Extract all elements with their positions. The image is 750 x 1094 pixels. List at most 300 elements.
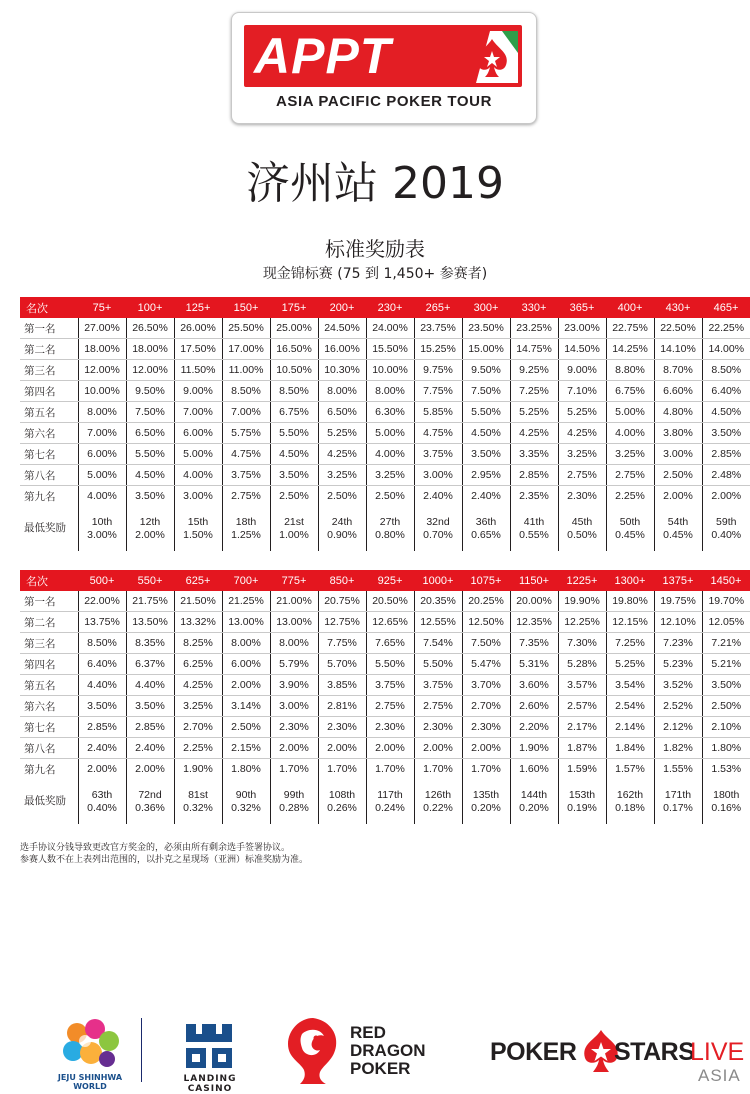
payout-cell: 3.25% — [366, 465, 414, 486]
payout-cell: 2.14% — [606, 717, 654, 738]
min-payout-cell — [222, 506, 270, 551]
min-payout-cell — [366, 506, 414, 551]
payout-cell: 24.00% — [366, 318, 414, 339]
payout-cell: 3.50% — [702, 675, 750, 696]
min-payout-row — [20, 506, 750, 551]
min-payout-value: 0.32% — [175, 802, 222, 815]
appt-logo — [231, 12, 537, 124]
min-payout-value: 1.00% — [271, 529, 318, 542]
payout-cell: 2.75% — [366, 696, 414, 717]
row-label: 第七名 — [20, 444, 78, 465]
payout-cell: 2.50% — [654, 465, 702, 486]
row-label: 第八名 — [20, 465, 78, 486]
min-payout-value: 0.80% — [367, 529, 414, 542]
red-dragon-poker-logo — [280, 1012, 440, 1088]
table-row — [20, 486, 750, 507]
column-header: 1075+ — [462, 570, 510, 591]
payout-cell: 16.00% — [318, 339, 366, 360]
min-payout-value: 0.18% — [607, 802, 654, 815]
column-header: 150+ — [222, 297, 270, 318]
payout-cell: 2.40% — [126, 738, 174, 759]
payout-cell: 1.82% — [654, 738, 702, 759]
payout-cell: 9.00% — [174, 381, 222, 402]
landing-emblem-icon — [182, 1020, 236, 1072]
min-payout-value: 0.40% — [79, 802, 126, 815]
payout-cell: 13.00% — [222, 612, 270, 633]
min-payout-row — [20, 779, 750, 824]
payout-cell: 22.75% — [606, 318, 654, 339]
min-payout-place: 41th — [511, 516, 558, 529]
payout-cell: 18.00% — [78, 339, 126, 360]
payout-cell: 12.15% — [606, 612, 654, 633]
min-payout-place: 72nd — [127, 789, 174, 802]
column-header: 500+ — [78, 570, 126, 591]
min-payout-place: 24th — [319, 516, 366, 529]
payout-cell: 12.75% — [318, 612, 366, 633]
dragon-icon — [280, 1014, 346, 1086]
min-payout-value: 0.26% — [319, 802, 366, 815]
payout-cell: 4.25% — [510, 423, 558, 444]
payout-cell: 7.10% — [558, 381, 606, 402]
payout-cell: 8.50% — [78, 633, 126, 654]
row-label: 第一名 — [20, 318, 78, 339]
payout-cell: 6.75% — [270, 402, 318, 423]
payout-cell: 22.00% — [78, 591, 126, 612]
min-payout-place: 36th — [463, 516, 510, 529]
column-header: 175+ — [270, 297, 318, 318]
payout-cell: 15.00% — [462, 339, 510, 360]
column-header: 230+ — [366, 297, 414, 318]
payout-cell: 11.50% — [174, 360, 222, 381]
payout-cell: 4.80% — [654, 402, 702, 423]
min-payout-cell — [510, 779, 558, 824]
payout-cell: 8.50% — [702, 360, 750, 381]
min-payout-place: 153th — [559, 789, 606, 802]
table-row — [20, 360, 750, 381]
payout-cell: 5.50% — [126, 444, 174, 465]
table-header-row — [20, 570, 750, 591]
payout-cell: 2.30% — [366, 717, 414, 738]
payout-cell: 3.57% — [558, 675, 606, 696]
min-payout-place: 171th — [655, 789, 702, 802]
payout-cell: 2.30% — [558, 486, 606, 507]
payout-cell: 25.00% — [270, 318, 318, 339]
payout-cell: 3.80% — [654, 423, 702, 444]
payout-cell: 4.75% — [222, 444, 270, 465]
payout-cell: 2.00% — [462, 738, 510, 759]
column-header: 125+ — [174, 297, 222, 318]
payout-cell: 2.00% — [654, 486, 702, 507]
column-header: 465+ — [702, 297, 750, 318]
payout-cell: 3.50% — [270, 465, 318, 486]
column-header-corner: 名次 — [20, 570, 78, 591]
payout-cell: 2.30% — [318, 717, 366, 738]
column-header: 1150+ — [510, 570, 558, 591]
payout-cell: 2.00% — [414, 738, 462, 759]
payout-cell: 5.47% — [462, 654, 510, 675]
payout-cell: 9.50% — [126, 381, 174, 402]
table-row — [20, 318, 750, 339]
min-payout-cell — [558, 779, 606, 824]
payout-cell: 5.00% — [174, 444, 222, 465]
min-payout-cell — [654, 506, 702, 551]
payout-cell: 8.00% — [222, 633, 270, 654]
payout-cell: 3.75% — [414, 444, 462, 465]
payout-cell: 1.70% — [318, 759, 366, 780]
payout-cell: 7.50% — [462, 381, 510, 402]
payout-cell: 2.00% — [702, 486, 750, 507]
payout-cell: 2.40% — [462, 486, 510, 507]
table-row — [20, 339, 750, 360]
min-payout-value: 0.55% — [511, 529, 558, 542]
column-header: 1000+ — [414, 570, 462, 591]
payout-cell: 6.00% — [78, 444, 126, 465]
min-payout-value: 0.17% — [655, 802, 702, 815]
column-header: 75+ — [78, 297, 126, 318]
payout-cell: 19.90% — [558, 591, 606, 612]
payout-cell: 20.25% — [462, 591, 510, 612]
row-label: 第八名 — [20, 738, 78, 759]
row-label: 第六名 — [20, 423, 78, 444]
payout-cell: 2.00% — [78, 759, 126, 780]
payout-cell: 12.25% — [558, 612, 606, 633]
min-payout-cell — [558, 506, 606, 551]
min-payout-place: 12th — [127, 516, 174, 529]
payout-cell: 4.50% — [270, 444, 318, 465]
min-payout-cell — [174, 779, 222, 824]
payout-cell: 18.00% — [126, 339, 174, 360]
payout-cell: 2.50% — [318, 486, 366, 507]
payout-cell: 5.21% — [702, 654, 750, 675]
appt-logo-subtitle: ASIA PACIFIC POKER TOUR — [232, 93, 536, 110]
payout-cell: 24.50% — [318, 318, 366, 339]
payout-cell: 4.25% — [174, 675, 222, 696]
payout-cell: 21.75% — [126, 591, 174, 612]
column-header: 550+ — [126, 570, 174, 591]
payout-cell: 2.35% — [510, 486, 558, 507]
payout-cell: 1.57% — [606, 759, 654, 780]
payout-cell: 5.25% — [606, 654, 654, 675]
payout-cell: 6.75% — [606, 381, 654, 402]
payout-cell: 2.30% — [414, 717, 462, 738]
column-header: 700+ — [222, 570, 270, 591]
payout-cell: 3.90% — [270, 675, 318, 696]
row-label: 第九名 — [20, 759, 78, 780]
payout-cell: 2.17% — [558, 717, 606, 738]
min-payout-value: 0.22% — [415, 802, 462, 815]
payout-cell: 3.52% — [654, 675, 702, 696]
column-header: 430+ — [654, 297, 702, 318]
payout-cell: 12.05% — [702, 612, 750, 633]
payout-cell: 7.65% — [366, 633, 414, 654]
payout-cell: 2.54% — [606, 696, 654, 717]
payout-cell: 4.50% — [126, 465, 174, 486]
payout-cell: 2.48% — [702, 465, 750, 486]
min-payout-value: 0.45% — [607, 529, 654, 542]
min-payout-place: 63th — [79, 789, 126, 802]
payout-cell: 3.50% — [126, 486, 174, 507]
min-payout-cell — [654, 779, 702, 824]
min-payout-place: 108th — [319, 789, 366, 802]
table-row — [20, 465, 750, 486]
payout-cell: 10.00% — [78, 381, 126, 402]
column-header: 300+ — [462, 297, 510, 318]
payout-cell: 2.25% — [174, 738, 222, 759]
payout-cell: 4.00% — [366, 444, 414, 465]
payout-cell: 7.00% — [174, 402, 222, 423]
payout-cell: 2.75% — [222, 486, 270, 507]
payout-cell: 2.00% — [222, 675, 270, 696]
pokerstars-live-asia-logo — [490, 1030, 750, 1088]
payout-cell: 2.85% — [126, 717, 174, 738]
payout-table-small-fields — [20, 297, 750, 551]
payout-cell: 7.35% — [510, 633, 558, 654]
payout-cell: 6.00% — [174, 423, 222, 444]
min-payout-value: 3.00% — [79, 529, 126, 542]
payout-cell: 12.10% — [654, 612, 702, 633]
payout-cell: 20.75% — [318, 591, 366, 612]
payout-cell: 7.25% — [510, 381, 558, 402]
payout-cell: 7.00% — [222, 402, 270, 423]
payout-cell: 22.25% — [702, 318, 750, 339]
payout-cell: 9.50% — [462, 360, 510, 381]
payout-cell: 14.50% — [558, 339, 606, 360]
payout-cell: 3.35% — [510, 444, 558, 465]
payout-cell: 15.25% — [414, 339, 462, 360]
payout-cell: 2.85% — [78, 717, 126, 738]
min-payout-place: 180th — [703, 789, 750, 802]
payout-cell: 2.10% — [702, 717, 750, 738]
payout-cell: 1.70% — [270, 759, 318, 780]
min-payout-place: 90th — [223, 789, 270, 802]
payout-cell: 19.75% — [654, 591, 702, 612]
payout-cell: 12.00% — [78, 360, 126, 381]
min-payout-value: 0.28% — [271, 802, 318, 815]
payout-cell: 3.60% — [510, 675, 558, 696]
row-label: 第一名 — [20, 591, 78, 612]
payout-cell: 5.50% — [366, 654, 414, 675]
table-row — [20, 612, 750, 633]
payout-cell: 14.00% — [702, 339, 750, 360]
payout-cell: 8.35% — [126, 633, 174, 654]
payout-cell: 1.84% — [606, 738, 654, 759]
payout-cell: 12.00% — [126, 360, 174, 381]
payout-cell: 8.00% — [78, 402, 126, 423]
min-payout-cell — [702, 779, 750, 824]
payout-cell: 2.12% — [654, 717, 702, 738]
min-payout-cell — [174, 506, 222, 551]
payout-cell: 13.50% — [126, 612, 174, 633]
column-header: 850+ — [318, 570, 366, 591]
page-subtitle-secondary: 现金锦标赛 (75 到 1,450+ 参赛者) — [0, 264, 750, 284]
pokerstars-asia-text: ASIA — [698, 1066, 741, 1086]
column-header: 1300+ — [606, 570, 654, 591]
payout-cell: 2.85% — [510, 465, 558, 486]
payout-cell: 3.70% — [462, 675, 510, 696]
table-row — [20, 696, 750, 717]
table-row — [20, 402, 750, 423]
min-payout-cell — [270, 506, 318, 551]
payout-cell: 10.30% — [318, 360, 366, 381]
payout-cell: 12.50% — [462, 612, 510, 633]
table-row — [20, 738, 750, 759]
red-dragon-text-line: RED — [350, 1024, 426, 1042]
min-payout-cell — [510, 506, 558, 551]
payout-cell: 2.81% — [318, 696, 366, 717]
payout-cell: 6.50% — [318, 402, 366, 423]
payout-cell: 8.00% — [270, 633, 318, 654]
payout-cell: 3.00% — [654, 444, 702, 465]
payout-cell: 3.25% — [558, 444, 606, 465]
payout-cell: 13.00% — [270, 612, 318, 633]
min-payout-place: 162th — [607, 789, 654, 802]
table-row — [20, 444, 750, 465]
payout-cell: 7.25% — [606, 633, 654, 654]
payout-cell: 2.50% — [366, 486, 414, 507]
min-payout-value: 0.19% — [559, 802, 606, 815]
table-row — [20, 423, 750, 444]
payout-cell: 5.25% — [558, 402, 606, 423]
payout-cell: 3.25% — [174, 696, 222, 717]
payout-cell: 17.00% — [222, 339, 270, 360]
payout-cell: 3.25% — [606, 444, 654, 465]
min-payout-place: 15th — [175, 516, 222, 529]
row-label: 最低奖励 — [20, 506, 78, 551]
payout-cell: 3.50% — [462, 444, 510, 465]
payout-cell: 7.50% — [462, 633, 510, 654]
min-payout-value: 0.16% — [703, 802, 750, 815]
min-payout-cell — [606, 506, 654, 551]
payout-cell: 19.70% — [702, 591, 750, 612]
row-label: 第四名 — [20, 381, 78, 402]
payout-cell: 2.70% — [174, 717, 222, 738]
min-payout-cell — [414, 506, 462, 551]
min-payout-value: 1.25% — [223, 529, 270, 542]
payout-cell: 21.50% — [174, 591, 222, 612]
min-payout-cell — [78, 506, 126, 551]
payout-cell: 1.80% — [702, 738, 750, 759]
column-header: 1225+ — [558, 570, 606, 591]
min-payout-place: 50th — [607, 516, 654, 529]
min-payout-cell — [462, 506, 510, 551]
payout-cell: 4.25% — [318, 444, 366, 465]
payout-cell: 6.25% — [174, 654, 222, 675]
payout-cell: 2.00% — [318, 738, 366, 759]
footnote: 选手协议分钱导致更改官方奖金的，必须由所有剩余选手签署协议。 — [20, 842, 308, 854]
payout-cell: 4.00% — [606, 423, 654, 444]
pokerstars-stars-text: STARS — [614, 1038, 694, 1067]
payout-cell: 4.00% — [174, 465, 222, 486]
column-header: 925+ — [366, 570, 414, 591]
min-payout-cell — [270, 779, 318, 824]
payout-cell: 16.50% — [270, 339, 318, 360]
payout-cell: 2.75% — [606, 465, 654, 486]
min-payout-place: 27th — [367, 516, 414, 529]
jeju-shinhwa-world-logo — [40, 1015, 140, 1087]
payout-cell: 1.70% — [366, 759, 414, 780]
column-header: 265+ — [414, 297, 462, 318]
payout-cell: 13.32% — [174, 612, 222, 633]
payout-cell: 20.50% — [366, 591, 414, 612]
payout-cell: 2.20% — [510, 717, 558, 738]
column-header: 625+ — [174, 570, 222, 591]
payout-cell: 3.25% — [318, 465, 366, 486]
payout-cell: 8.00% — [318, 381, 366, 402]
payout-cell: 2.30% — [270, 717, 318, 738]
min-payout-place: 126th — [415, 789, 462, 802]
payout-cell: 2.95% — [462, 465, 510, 486]
table-row — [20, 633, 750, 654]
min-payout-value: 0.24% — [367, 802, 414, 815]
row-label: 第五名 — [20, 402, 78, 423]
table-row — [20, 591, 750, 612]
min-payout-place: 10th — [79, 516, 126, 529]
payout-cell: 2.00% — [270, 738, 318, 759]
payout-cell: 7.23% — [654, 633, 702, 654]
payout-cell: 11.00% — [222, 360, 270, 381]
payout-cell: 7.54% — [414, 633, 462, 654]
row-label: 第九名 — [20, 486, 78, 507]
min-payout-value: 0.50% — [559, 529, 606, 542]
spade-star-icon — [462, 31, 518, 83]
payout-cell: 5.00% — [366, 423, 414, 444]
payout-cell: 3.85% — [318, 675, 366, 696]
footnote: 参赛人数不在上表列出范围的，以扑克之星现场（亚洲）标准奖励为准。 — [20, 854, 308, 866]
payout-cell: 19.80% — [606, 591, 654, 612]
payout-cell: 6.37% — [126, 654, 174, 675]
column-header: 775+ — [270, 570, 318, 591]
payout-table-large-fields — [20, 570, 750, 824]
payout-cell: 5.79% — [270, 654, 318, 675]
payout-cell: 7.50% — [126, 402, 174, 423]
payout-cell: 22.50% — [654, 318, 702, 339]
appt-logo-word: APPT — [254, 28, 391, 84]
red-dragon-text — [350, 1024, 426, 1078]
payout-cell: 4.40% — [78, 675, 126, 696]
payout-cell: 2.00% — [126, 759, 174, 780]
column-header: 330+ — [510, 297, 558, 318]
payout-cell: 5.50% — [270, 423, 318, 444]
row-label: 第三名 — [20, 633, 78, 654]
payout-cell: 25.50% — [222, 318, 270, 339]
payout-cell: 2.50% — [702, 696, 750, 717]
min-payout-value: 2.00% — [127, 529, 174, 542]
payout-cell: 7.21% — [702, 633, 750, 654]
payout-cell: 2.50% — [222, 717, 270, 738]
min-payout-cell — [414, 779, 462, 824]
payout-cell: 8.50% — [222, 381, 270, 402]
table-row — [20, 654, 750, 675]
min-payout-value: 0.70% — [415, 529, 462, 542]
payout-cell: 5.25% — [318, 423, 366, 444]
payout-cell: 23.50% — [462, 318, 510, 339]
payout-cell: 6.40% — [702, 381, 750, 402]
payout-cell: 4.50% — [702, 402, 750, 423]
row-label: 第四名 — [20, 654, 78, 675]
min-payout-cell — [318, 506, 366, 551]
payout-cell: 4.25% — [558, 423, 606, 444]
row-label: 第五名 — [20, 675, 78, 696]
payout-cell: 2.15% — [222, 738, 270, 759]
payout-cell: 8.80% — [606, 360, 654, 381]
payout-cell: 9.00% — [558, 360, 606, 381]
min-payout-cell — [366, 779, 414, 824]
min-payout-place: 117th — [367, 789, 414, 802]
payout-cell: 5.31% — [510, 654, 558, 675]
payout-cell: 3.75% — [414, 675, 462, 696]
payout-cell: 15.50% — [366, 339, 414, 360]
payout-cell: 20.35% — [414, 591, 462, 612]
